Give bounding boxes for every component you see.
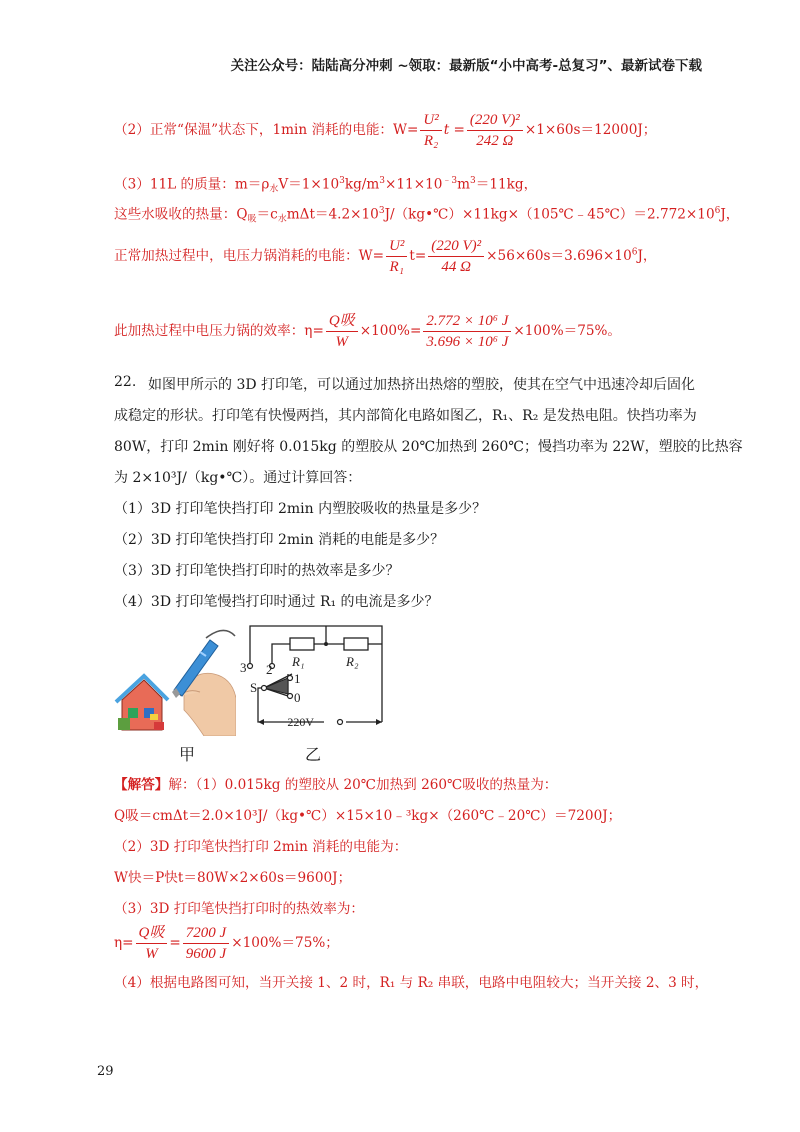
page-number: 29 bbox=[97, 1064, 114, 1079]
text: J， bbox=[637, 248, 657, 264]
solution-line-5 bbox=[114, 237, 657, 276]
r1-label: R₁ bbox=[292, 654, 305, 669]
text: 这些水吸收的热量：Q bbox=[114, 206, 248, 223]
page-header: 关注公众号：陆陆高分冲刺 ~领取：最新版“小中高考-总复习”、最新试卷下载 bbox=[230, 58, 702, 74]
text: ＝c bbox=[256, 206, 278, 223]
text: mΔt＝4.2×10 bbox=[286, 206, 379, 223]
frac-numerator: Q吸 bbox=[326, 312, 358, 332]
sub-question-4: （4）3D 打印笔慢挡打印时通过 R₁ 的电流是多少？ bbox=[114, 594, 439, 610]
text: kg/m bbox=[344, 176, 380, 193]
resistor-r2 bbox=[344, 638, 368, 650]
text: ×56×60s＝3.696×10 bbox=[486, 248, 632, 264]
frac-numerator: U² bbox=[420, 111, 441, 131]
fraction-7200-9600 bbox=[183, 924, 229, 963]
answer-tag: 【解答】 bbox=[114, 777, 169, 793]
text: V＝1×10 bbox=[278, 176, 340, 193]
fraction-q-w bbox=[326, 312, 358, 351]
text: 此加热过程中电压力锅的效率：η= bbox=[114, 323, 324, 339]
superscript: 6 bbox=[714, 206, 721, 216]
frac-numerator: 7200 J bbox=[183, 924, 229, 944]
frac-numerator: 2.772 × 10⁶ J bbox=[423, 312, 511, 332]
text: m bbox=[457, 176, 471, 193]
answer-line-5 bbox=[114, 924, 339, 963]
resistor-r1 bbox=[290, 638, 314, 650]
fraction-u2-r2 bbox=[420, 111, 441, 150]
frac-denominator: 9600 J bbox=[185, 946, 227, 962]
frac-numerator: Q吸 bbox=[136, 924, 168, 944]
answer-line-4: （3）3D 打印笔快挡打印时的热效率为： bbox=[114, 901, 365, 917]
superscript: 3 bbox=[379, 176, 385, 186]
question-number: 22. bbox=[114, 374, 137, 390]
terminal-1-label: 1 bbox=[294, 671, 301, 686]
fraction-220-242 bbox=[467, 111, 523, 150]
text: t= bbox=[409, 248, 427, 264]
text: J， bbox=[720, 206, 740, 223]
answer-line-1: Q吸＝cmΔt＝2.0×10³J/（kg•℃）×15×10﹣³kg×（260℃﹣20℃）＝7200J； bbox=[114, 808, 622, 824]
solution-line-3 bbox=[114, 172, 537, 199]
pen-illustration bbox=[114, 618, 236, 736]
terminal-0-label: 0 bbox=[294, 690, 301, 705]
subscript: 吸 bbox=[247, 214, 257, 225]
solution-line-4 bbox=[114, 202, 739, 229]
superscript: 3 bbox=[378, 206, 385, 216]
question-text-1: 如图甲所示的 3D 打印笔，可以通过加热挤出热熔的塑胶，使其在空气中迅速冷却后固化 bbox=[148, 377, 696, 393]
text: = bbox=[169, 935, 181, 951]
question-text-3: 80W，打印 2min 刚好将 0.015kg 的塑胶从 20℃加热到 260℃；慢挡功率为 22W，塑胶的比热容 bbox=[114, 439, 743, 455]
superscript: ﹣3 bbox=[442, 176, 458, 186]
fraction-energy bbox=[423, 312, 511, 351]
text: ×100%＝75%； bbox=[231, 935, 339, 951]
frac-denominator: W bbox=[145, 946, 158, 962]
frac-numerator: U² bbox=[386, 237, 407, 257]
frac-denominator: 44 Ω bbox=[441, 259, 472, 275]
frac-denominator: 242 Ω bbox=[476, 133, 514, 149]
text: ×100%＝75%。 bbox=[513, 323, 622, 339]
superscript: 3 bbox=[339, 176, 345, 186]
fraction-u2-r1 bbox=[386, 237, 407, 276]
question-text-2: 成稳定的形状。打印笔有快慢两挡，其内部简化电路如图乙，R₁、R₂ 是发热电阻。快挡功率为 bbox=[114, 408, 697, 424]
terminal-2-label: 2 bbox=[266, 662, 273, 677]
frac-numerator: (220 V)² bbox=[467, 111, 523, 131]
text: ＝11kg， bbox=[475, 176, 538, 193]
terminal-3-label: 3 bbox=[240, 660, 247, 675]
figure-jia-pen-image bbox=[114, 618, 236, 736]
superscript: 3 bbox=[470, 176, 476, 186]
answer-intro: 解：（1）0.015kg 的塑胶从 20℃加热到 260℃吸收的热量为： bbox=[168, 777, 558, 793]
t-symbol: t = bbox=[443, 122, 465, 138]
fraction-q-w bbox=[136, 924, 168, 963]
frac-numerator: (220 V)² bbox=[428, 237, 484, 257]
sub-question-2: （2）3D 打印笔快挡打印 2min 消耗的电能是多少？ bbox=[114, 532, 445, 548]
subscript: 水 bbox=[277, 214, 287, 225]
text: η= bbox=[114, 935, 134, 951]
answer-line-0 bbox=[114, 776, 557, 794]
answer-line-3: W快＝P快t＝80W×2×60s＝9600J； bbox=[114, 870, 352, 886]
subscript: 水 bbox=[269, 184, 279, 195]
sub-question-3: （3）3D 打印笔快挡打印时的热效率是多少？ bbox=[114, 563, 400, 579]
answer-line-2: （2）3D 打印笔快挡打印 2min 消耗的电能为： bbox=[114, 839, 408, 855]
figure-yi-circuit bbox=[236, 622, 396, 736]
text: ×11×10 bbox=[385, 176, 443, 193]
line2-prefix: （2）正常“保温”状态下，1min 消耗的电能：W= bbox=[114, 122, 419, 138]
frac-denominator: 3.696 × 10⁶ J bbox=[426, 334, 509, 350]
solution-line-6 bbox=[114, 312, 621, 351]
r2-label: R₂ bbox=[346, 654, 359, 669]
frac-denominator: W bbox=[335, 334, 349, 350]
solution-line-2 bbox=[114, 111, 656, 150]
superscript: 6 bbox=[631, 247, 638, 258]
line2-suffix: ×1×60s＝12000J； bbox=[524, 122, 657, 138]
text: 正常加热过程中，电压力锅消耗的电能：W= bbox=[114, 248, 385, 264]
text: ×100%= bbox=[359, 323, 422, 339]
figure-label-yi: 乙 bbox=[305, 745, 322, 764]
circuit-diagram bbox=[236, 622, 396, 736]
voltage-label: 220V bbox=[287, 715, 314, 729]
switch-s-label: S bbox=[250, 680, 258, 695]
frac-denominator: R₂ bbox=[423, 133, 439, 149]
frac-denominator: R₁ bbox=[389, 259, 404, 275]
figure-label-jia: 甲 bbox=[179, 745, 196, 764]
text: （3）11L 的质量：m＝ρ bbox=[114, 176, 270, 193]
sub-question-1: （1）3D 打印笔快挡打印 2min 内塑胶吸收的热量是多少？ bbox=[114, 501, 487, 517]
text: J/（kg•℃）×11kg×（105℃﹣45℃）＝2.772×10 bbox=[384, 206, 715, 223]
question-text-4: 为 2×10³J/（kg•℃）。通过计算回答： bbox=[114, 470, 362, 486]
answer-line-6: （4）根据电路图可知，当开关接 1、2 时，R₁ 与 R₂ 串联，电路中电阻较大；当开关接 2、3 时， bbox=[114, 975, 709, 991]
fraction-220-44 bbox=[428, 237, 484, 276]
